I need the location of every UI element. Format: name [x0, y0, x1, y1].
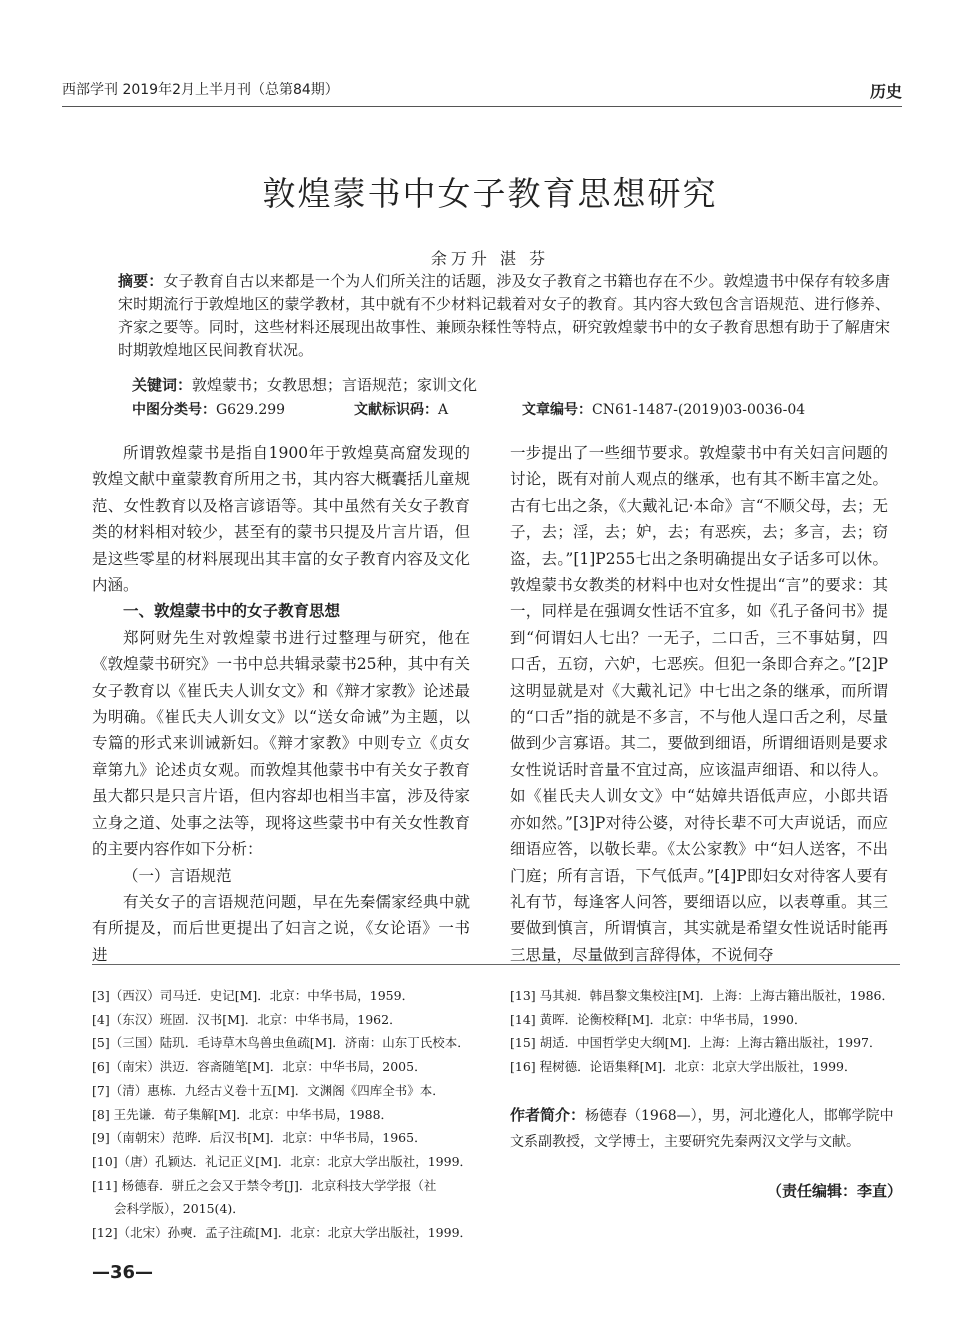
article-no-value: CN61-1487-(2019)03-0036-04: [592, 402, 806, 418]
reference-item: 会科学版），2015(4)．: [114, 1201, 245, 1217]
reference-item: [3]（西汉）司马迁．史记[M]．北京：中华书局，1959．: [92, 988, 415, 1003]
reference-item: [13] 马其昶．韩昌黎文集校注[M]．上海：上海古籍出版社，1986．: [510, 988, 894, 1003]
abstract: [118, 270, 890, 362]
clc-item: [132, 399, 285, 419]
reference-item: [11] 杨德春．骈丘之会又于禁令考[J]．北京科技大学学报（社: [92, 1177, 437, 1193]
keywords-label: 关键词：: [132, 376, 193, 394]
section-heading: 一、敦煌蒙书中的女子教育思想: [123, 602, 341, 621]
body-paragraph: 有关女子的言语规范问题，早在先秦儒家经典中就有所提及，而后世更提出了妇言之说，《女论语》一书进: [92, 892, 470, 964]
reference-item: [12]（北宋）孙奭．孟子注疏[M]．北京：北京大学出版社，1999．: [92, 1225, 473, 1241]
author-bio: [510, 1102, 902, 1155]
article-no-item: [522, 399, 805, 419]
reference-item: [16] 程树德．论语集释[M]．北京：北京大学出版社，1999．: [510, 1059, 857, 1075]
reference-item: [9]（南朝宋）范晔．后汉书[M]．北京：中华书局，1965．: [92, 1130, 427, 1146]
reference-item: [5]（三国）陆玑．毛诗草木鸟兽虫鱼疏[M]．济南：山东丁氏校本．: [92, 1035, 470, 1051]
subsection-heading: （一）言语规范: [123, 866, 232, 885]
clc-value: G629.299: [216, 402, 286, 418]
author-bio-label: 作者简介：: [510, 1106, 586, 1124]
abstract-text: 女子教育自古以来都是一个为人们所关注的话题，涉及女子教育之书籍也存在不少。敦煌遗书中保存有较多唐宋时期流行于敦煌地区的蒙学教材，其中就有不少材料记载着对女子的教育。其内容大致包含言语规范、进行修养、齐家之要等。同时，这些材料还展现出故事性、兼顾杂糅性等特点，研究敦煌蒙书中的女子教育思想有助于了解唐宋时期敦煌地区民间教育状况。: [118, 272, 890, 359]
doc-code-label: 文献标识码：: [354, 402, 438, 418]
keywords-text: 敦煌蒙书；女教思想；言语规范；家训文化: [192, 376, 478, 394]
reference-item: [4]（东汉）班固．汉书[M]．北京：中华书局，1962．: [92, 1011, 402, 1027]
references-left: [92, 984, 492, 1245]
responsible-editor: （责任编辑：李直）: [766, 1182, 902, 1200]
reference-item: [10]（唐）孔颖达．礼记正义[M]．北京：北京大学出版社，1999．: [92, 1153, 473, 1169]
article-title: 敦煌蒙书中女子教育思想研究: [262, 174, 718, 213]
reference-item: [6]（南宋）洪迈．容斋随笔[M]．北京：中华书局，2005．: [92, 1059, 427, 1075]
header-rule: [62, 106, 902, 107]
body-column-left: [92, 440, 470, 968]
reference-item: [14] 黄晖．论衡校释[M]．北京：中华书局，1990．: [510, 1011, 807, 1027]
reference-item: [7]（清）惠栋．九经古义卷十五[M]．文渊阁《四库全书》本．: [92, 1082, 445, 1098]
section-label: 历史: [869, 82, 902, 101]
clc-label: 中图分类号：: [132, 402, 216, 418]
body-paragraph: 郑阿财先生对敦煌蒙书进行过整理与研究，他在《敦煌蒙书研究》一书中总共辑录蒙书25种，其中有关女子教育以《崔氏夫人训女文》和《辩才家教》论述最为明确。《崔氏夫人训女文》以“送女命诫”为主题，以专篇的形式来训诫新妇。《辩才家教》中则专立《贞女章第九》论述贞女观。而敦煌其他蒙书中有关女子教育虽大都只是只言片语，但内容却也相当丰富，涉及待家立身之道、处事之法等，现将这些蒙书中有关女性教育的主要内容作如下分析：: [92, 628, 470, 859]
doc-code-value: A: [438, 402, 449, 418]
body-paragraph: 一步提出了一些细节要求。敦煌蒙书中有关妇言问题的讨论，既有对前人观点的继承，也有其不断丰富之处。古有七出之条，《大戴礼记·本命》言“不顺父母，去；无子，去；淫，去；妒，去；有恶疾，去；多言，去；窃盗，去。”[1]P255七出之条明确提出女子话多可以休。敦煌蒙书女教类的材料中也对女性提出“言”的要求：其一，同样是在强调女性话不宜多，如《孔子备问书》提到“何谓妇人七出？一无子，二口舌，三不事姑舅，四口舌，五窃，六妒，七恶疾。但犯一条即合弃之。”[2]P这明显就是对《大戴礼记》中七出之条的继承，而所谓的“口舌”指的就是不多言，不与他人逞口舌之利，尽量做到少言寡语。其二，要做到细语，所谓细语则是要求女性说话时音量不宜过高，应该温声细语、和以待人。如《崔氏夫人训女文》中“姑嫜共语低声应，小郎共语亦如然。”[3]P对待公婆，对待长辈不可大声说话，而应细语应答，以敬长辈。《太公家教》中“妇人送客，不出门庭；所有言语，下气低声。”[4]P即妇女对待客人要有礼有节，每逢客人问答，要细语以应，以表尊重。其三要做到慎言，所谓慎言，其实就是希望女性说话时能再三思量，尽量做到言辞得体，不说伺夺: [510, 444, 888, 964]
reference-item: [15] 胡适．中国哲学史大纲[M]．上海：上海古籍出版社，1997．: [510, 1035, 882, 1051]
doc-code-item: [354, 399, 448, 419]
abstract-label: 摘要：: [118, 272, 164, 290]
body-column-right: [510, 440, 888, 968]
references-right: [510, 984, 900, 1079]
reference-item: [8] 王先谦．荀子集解[M]．北京：中华书局，1988．: [92, 1106, 394, 1122]
journal-header: 西部学刊 2019年2月上半月刊（总第84期）: [62, 82, 339, 98]
footnote-rule: [92, 964, 900, 965]
author-bio-text: 杨德春（1968—），男，河北遵化人，邯郸学院中文系副教授，文学博士，主要研究先秦两汉文学与文献。: [510, 1108, 894, 1150]
body-paragraph: 所谓敦煌蒙书是指自1900年于敦煌莫高窟发现的敦煌文献中童蒙教育所用之书，其内容大概囊括儿童规范、女性教育以及格言谚语等。其中虽然有关女子教育类的材料相对较少，甚至有的蒙书只提及片言片语，但是这些零星的材料展现出其丰富的女子教育内容及文化内涵。: [92, 444, 470, 595]
article-no-label: 文章编号：: [522, 402, 592, 418]
page-number: —36—: [92, 1262, 154, 1283]
article-authors: 余万升 湛 芬: [430, 249, 550, 268]
keywords: [132, 374, 477, 395]
